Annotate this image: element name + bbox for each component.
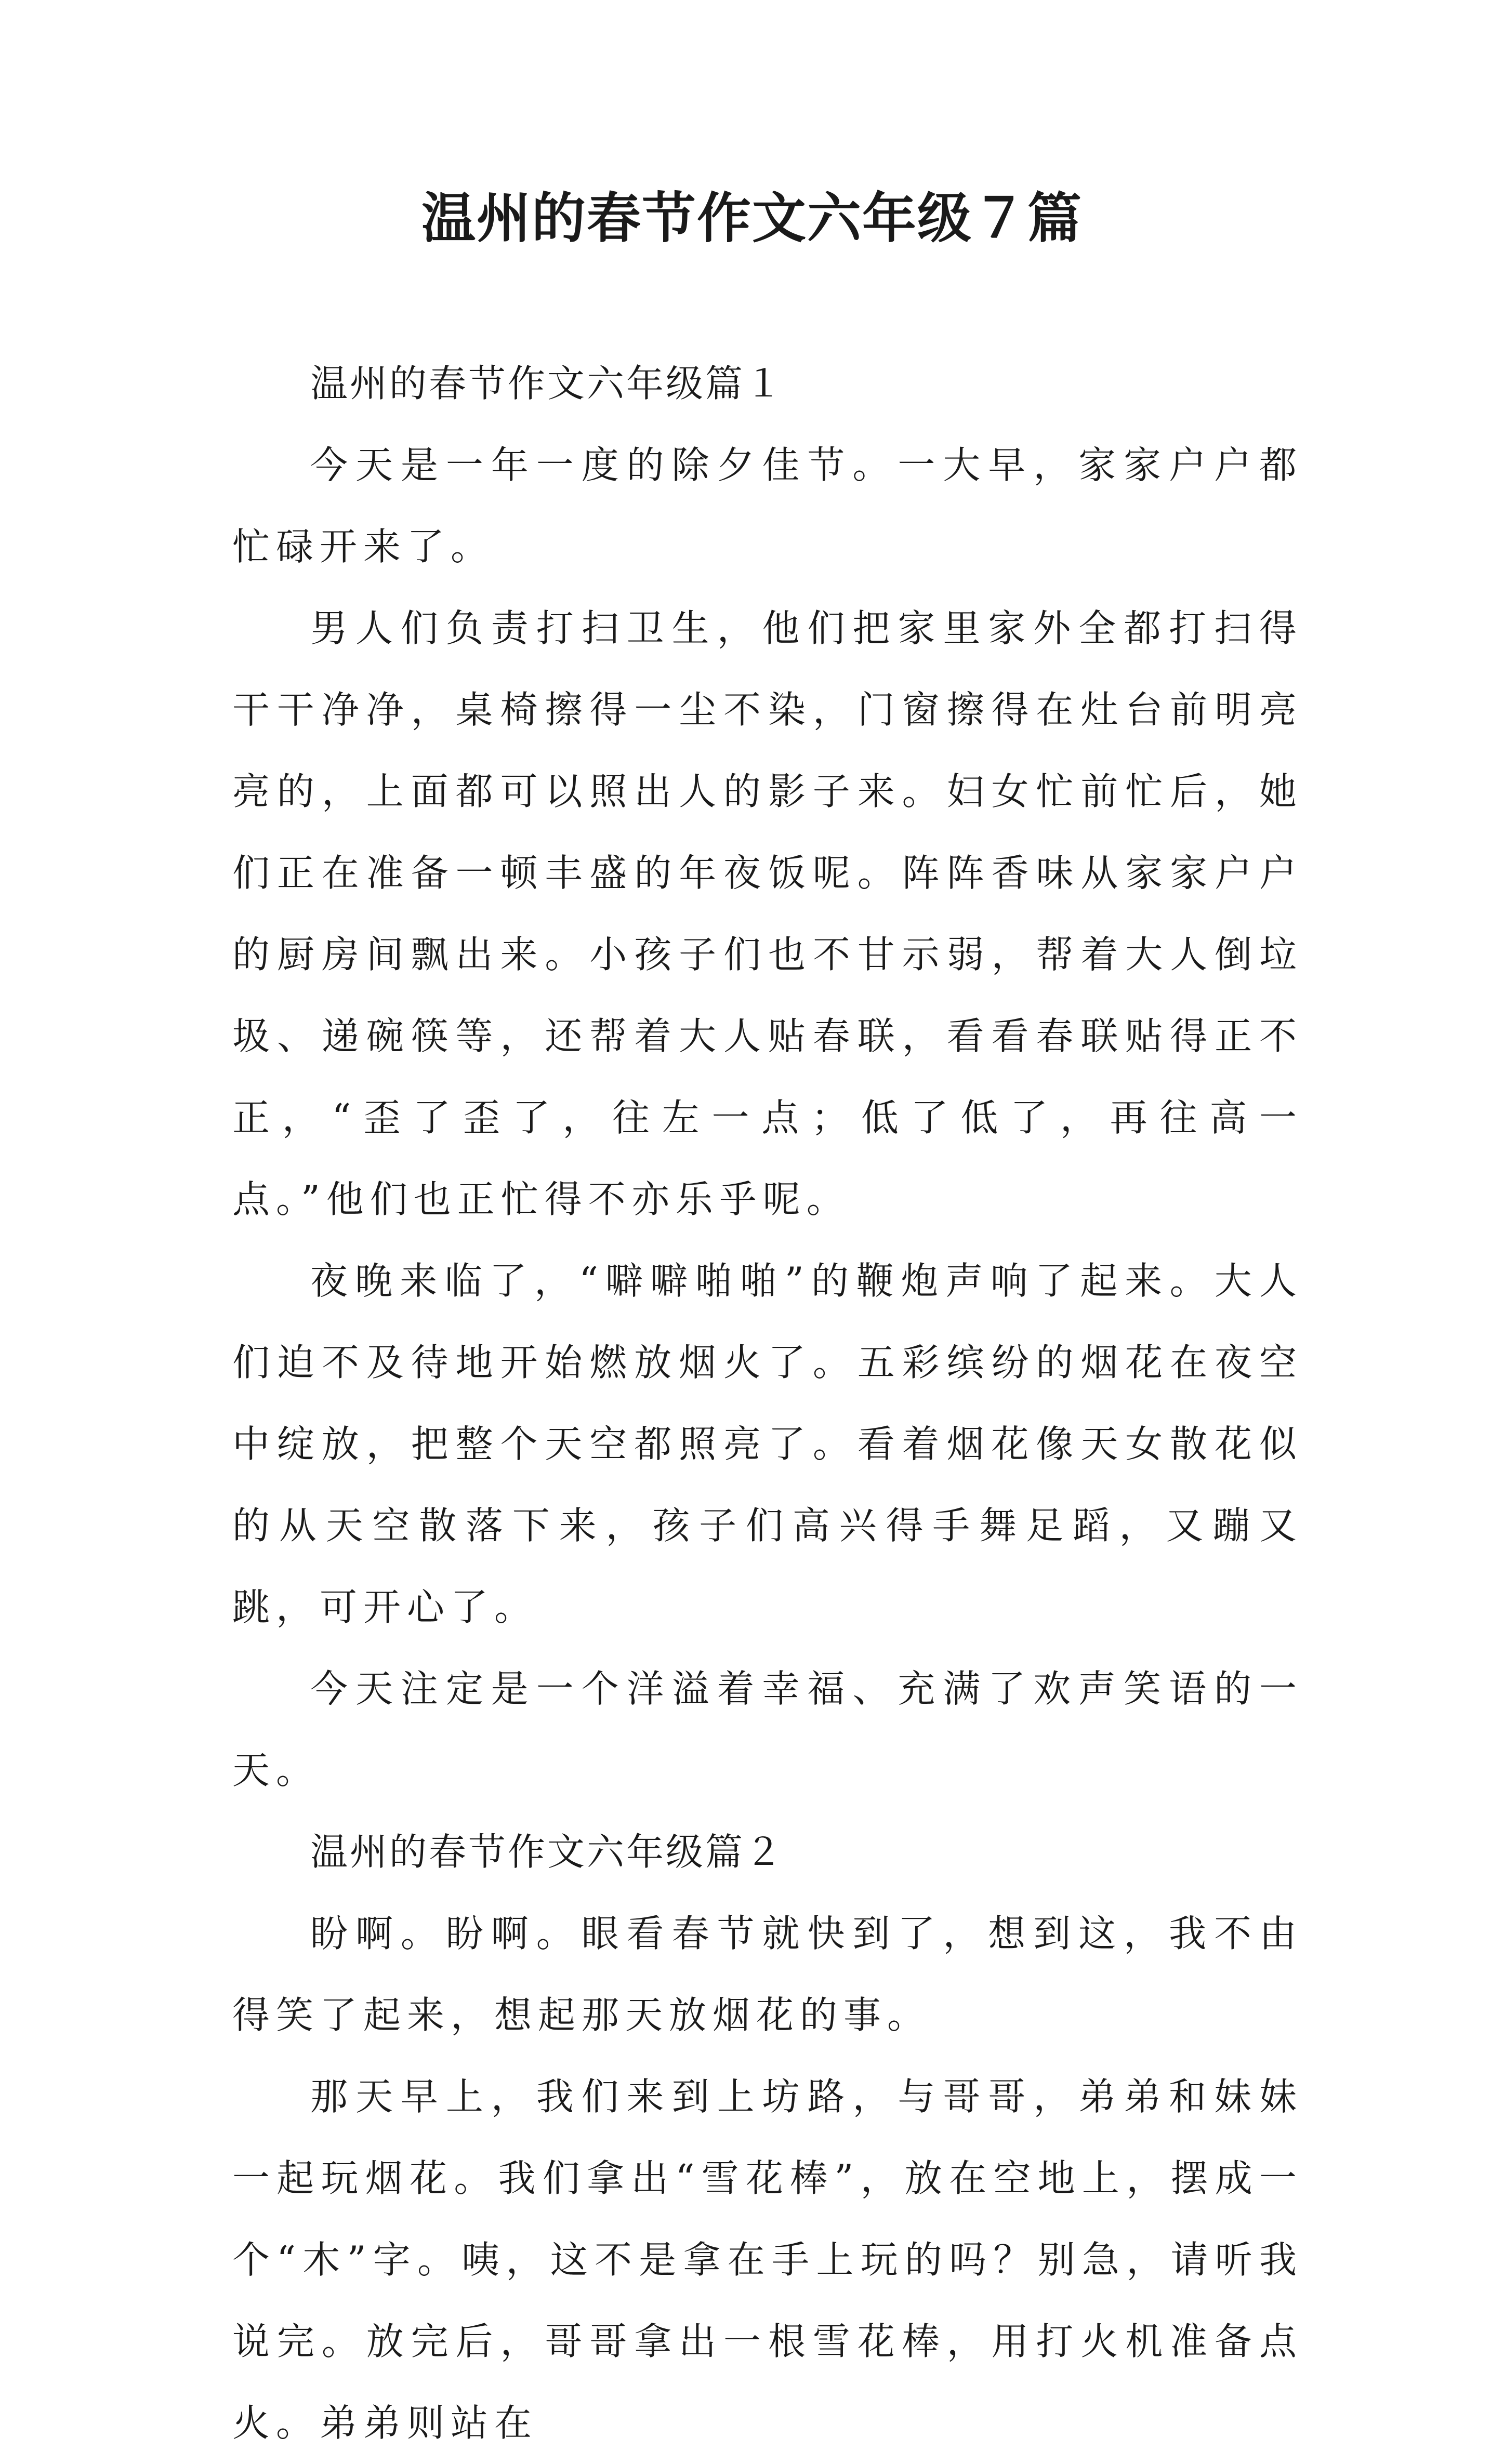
paragraph: 今天注定是一个洋溢着幸福、充满了欢声笑语的一天。 — [232, 1667, 1303, 1792]
paragraph: 夜晚来临了，“噼噼啪啪”的鞭炮声响了起来。大人们迫不及待地开始燃放烟火了。五彩缤纷的烟花在夜空中绽放，把整个天空都照亮了。看着烟花像天女散花似的从天空散落下来，孩子们高兴得手舞足蹈，又蹦又跳，可开心了。 — [232, 1259, 1303, 1629]
paragraph: 今天是一年一度的除夕佳节。一大早，家家户户都忙碌开来了。 — [232, 443, 1303, 568]
document-title: 温州的春节作文六年级７篇 — [421, 186, 1083, 250]
document-body — [232, 343, 1303, 2464]
paragraph: 盼啊。盼啊。眼看春节就快到了，想到这，我不由得笑了起来，想起那天放烟花的事。 — [232, 1912, 1303, 2037]
paragraph: 那天早上，我们来到上坊路，与哥哥，弟弟和妹妹一起玩烟花。我们拿出“雪花棒”，放在空地上，摆成一个“木”字。咦，这不是拿在手上玩的吗？别急，请听我说完。放完后，哥哥拿出一根雪花棒，用打火机准备点火。弟弟则站在 — [232, 2075, 1303, 2445]
section-heading: 温州的春节作文六年级篇２ — [310, 1830, 785, 1874]
section-heading: 温州的春节作文六年级篇１ — [310, 362, 785, 405]
paragraph: 男人们负责打扫卫生，他们把家里家外全都打扫得干干净净，桌椅擦得一尘不染，门窗擦得在灶台前明亮亮的，上面都可以照出人的影子来。妇女忙前忙后，她们正在准备一顿丰盛的年夜饭呢。阵阵香味从家家户户的厨房间飘出来。小孩子们也不甘示弱，帮着大人倒垃圾、递碗筷等，还帮着大人贴春联，看看春联贴得正不正，“歪了歪了，往左一点；低了低了，再往高一点。”他们也正忙得不亦乐乎呢。 — [232, 606, 1303, 1221]
